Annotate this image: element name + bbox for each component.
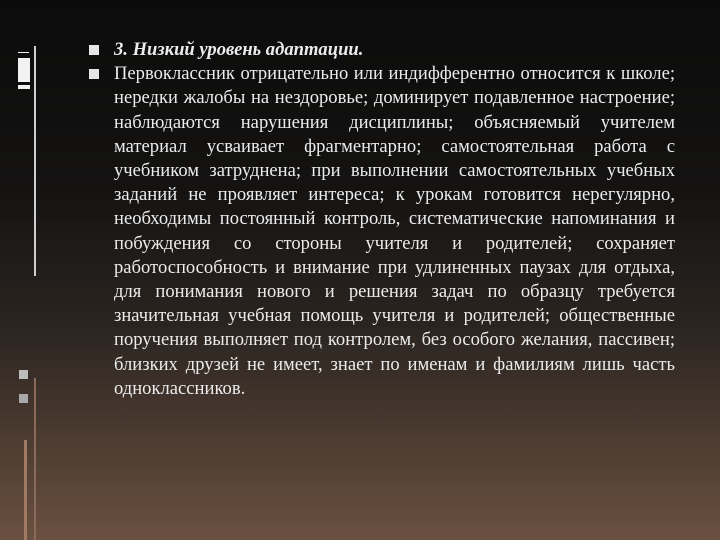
slide-content (85, 38, 675, 518)
decorative-vertical-line (34, 46, 36, 276)
square-bullet-icon (89, 69, 99, 79)
decorative-square (19, 370, 28, 379)
bullet-item-body (85, 62, 675, 401)
decorative-square (19, 394, 28, 403)
decorative-bar (18, 58, 30, 82)
decorative-vertical-line (34, 378, 36, 540)
slide-body-text: Первоклассник отрицательно или индифферентно относится к школе; нередки жалобы на нездоровье; доминирует подавленное настроение; наблюдаются нарушения дисциплины; объясняемый учителем материал усваивает фрагментарно; самостоятельная работа с учебником затруднена; при выполнении самостоятельных учебных заданий не проявляет интереса; к урокам готовится нерегулярно, необходимы постоянный контроль, систематические напоминания и побуждения со стороны учителя и родителей; сохраняет работоспособность и внимание при удлиненных паузах для отдыха, для понимания нового и решения задач по образцу требуется значительная учебная помощь учителя и родителей; общественные поручения выполняет под контролем, без особого желания, пассивен; близких друзей не имеет, знает по именам и фамилиям лишь часть одноклассников. (114, 63, 675, 399)
decorative-bar (18, 85, 30, 89)
slide-heading: 3. Низкий уровень адаптации. (114, 39, 364, 60)
square-bullet-icon (89, 45, 99, 55)
decorative-vertical-line (24, 440, 27, 540)
decorative-line (18, 52, 29, 53)
bullet-item-heading (85, 38, 675, 62)
